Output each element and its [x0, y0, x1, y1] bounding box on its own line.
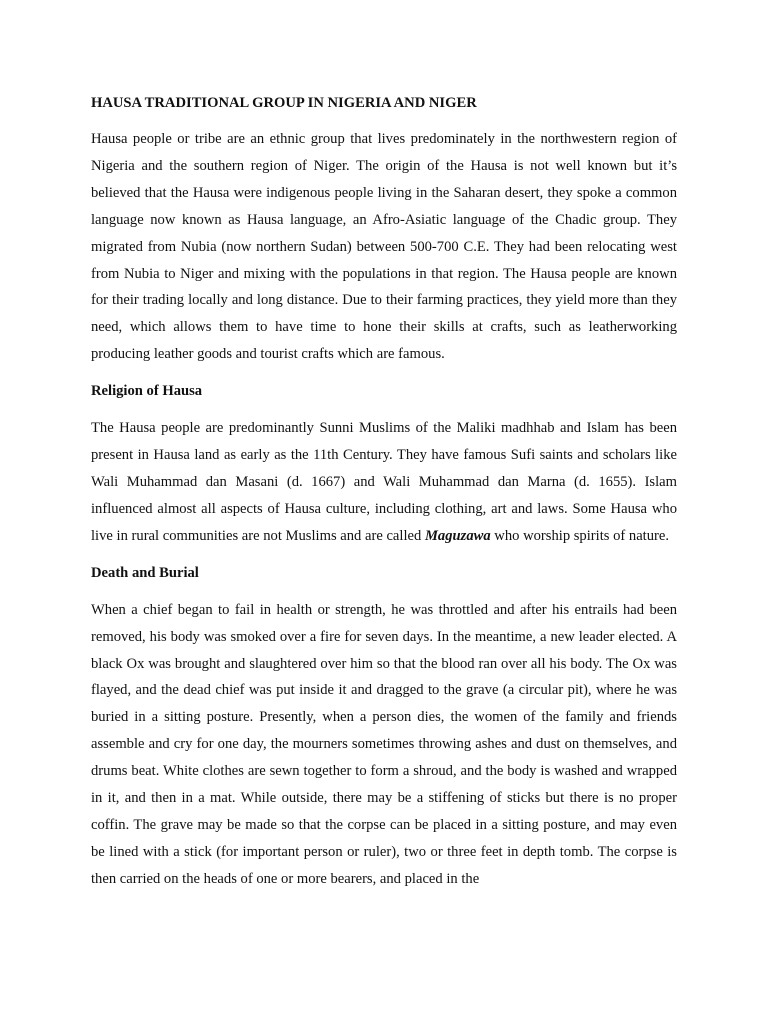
religion-paragraph [91, 415, 677, 550]
document-page [91, 93, 677, 906]
maguzawa-emphasis: Maguzawa [424, 527, 491, 544]
intro-paragraph: Hausa people or tribe are an ethnic group that lives predominately in the northwestern region of Nigeria and the southern region of Niger. The origin of the Hausa is not well known but it’s believed that the Hausa were indigenous people living in the Saharan desert, they spoke a common language now known as Hausa language, an Afro-Asiatic language of the Chadic group. They migrated from Nubia (now northern Sudan) between 500-700 C.E. They had been relocating west from Nubia to Niger and mixing with the populations in that region. The Hausa people are known for their trading locally and long distance. Due to their farming practices, they yield more than they need, which allows them to have time to hone their skills at crafts, such as leatherworking producing leather goods and tourist crafts which are famous. [91, 131, 677, 363]
religion-heading: Religion of Hausa [91, 383, 203, 400]
death-burial-paragraph: When a chief began to fail in health or strength, he was throttled and after his entrails had been removed, his body was smoked over a fire for seven days. In the meantime, a new leader elected. A black Ox was brought and slaughtered over him so that the blood ran over all his body. The Ox was flayed, and the dead chief was put inside it and dragged to the grave (a circular pit), where he was buried in a sitting posture. Presently, when a person dies, the women of the family and friends assemble and cry for one day, the mourners sometimes throwing ashes and dust on themselves, and drums beat. White clothes are sewn together to form a shroud, and the body is washed and wrapped in it, and then in a mat. While outside, there may be a stiffening of sticks but there is no proper coffin. The grave may be made so that the corpse can be placed in a sitting posture, and may even be lined with a stick (for important person or ruler), two or three feet in depth tomb. The corpse is then carried on the heads of one or more bearers, and placed in the [91, 601, 677, 887]
death-burial-heading: Death and Burial [91, 564, 199, 581]
document-title: HAUSA TRADITIONAL GROUP IN NIGERIA AND NIGER [91, 95, 477, 111]
religion-text-before: The Hausa people are predominantly Sunni Muslims of the Maliki madhhab and Islam has been present in Hausa land as early as the 11th Century. They have famous Sufi saints and scholars like Wali Muhammad dan Masani (d. 1667) and Wali Muhammad dan Marna (d. 1655). Islam influenced almost all aspects of Hausa culture, including clothing, art and laws. Some Hausa who live in rural communities are not Muslims and are called [91, 420, 677, 544]
religion-text-after: who worship spirits of nature. [490, 527, 670, 544]
